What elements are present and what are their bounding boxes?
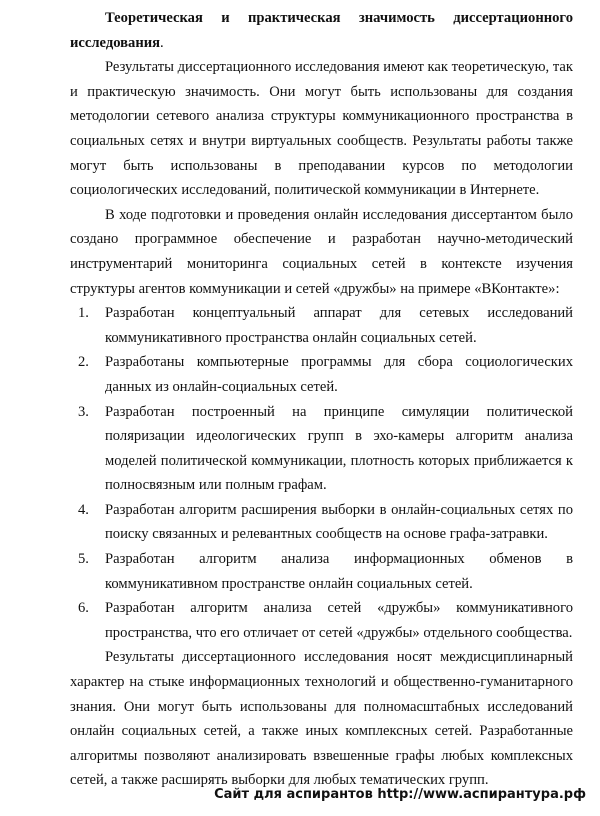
paragraph-software: В ходе подготовки и проведения онлайн исследования диссертантом было создано программное обеспечение и разработан научно-методический инструментарий мониторинга социальных сетей в контексте изучения структуры агентов коммуникации и сетей «дружбы» на примере «ВКонтакте»: bbox=[70, 206, 573, 297]
list-item bbox=[70, 596, 573, 645]
list-item-text: Разработаны компьютерные программы для сбора социологических данных из онлайн-социальных сетей. bbox=[105, 354, 573, 395]
list-item bbox=[70, 547, 573, 596]
list-item-number: 2. bbox=[78, 354, 89, 371]
list-item-number: 4. bbox=[78, 501, 89, 518]
list-item-text: Разработан алгоритм анализа информационных обменов в коммуникативном пространстве онлайн социальных сетей. bbox=[105, 551, 573, 592]
section-heading-bold: Теоретическая и практическая значимость диссертационного исследования bbox=[70, 10, 573, 51]
paragraph-significance: Результаты диссертационного исследования имеют как теоретическую, так и практическую значимость. Они могут быть использованы для создания методологии сетевого анализа структуры коммуникационного пространства в социальных сетях и внутри виртуальных сообществ. Результаты работы также могут быть использованы в преподавании курсов по методологии социологических исследований, политической коммуникации в Интернете. bbox=[70, 59, 573, 199]
section-heading bbox=[70, 6, 573, 55]
list-item-number: 3. bbox=[78, 403, 89, 420]
site-footer: Сайт для аспирантов http://www.аспирантура.рф bbox=[214, 787, 586, 802]
list-item-text: Разработан концептуальный аппарат для сетевых исследований коммуникативного пространства онлайн социальных сетей. bbox=[105, 305, 573, 346]
list-item-text: Разработан алгоритм расширения выборки в онлайн-социальных сетях по поиску связанных и релевантных сообществ на основе графа-затравки. bbox=[105, 501, 573, 543]
list-item bbox=[70, 301, 573, 350]
section-heading-tail: . bbox=[160, 34, 164, 51]
paragraph-interdisciplinary: Результаты диссертационного исследования носят междисциплинарный характер на стыке информационных технологий и общественно-гуманитарного знания. Они могут быть использованы для полномасштабных исследований онлайн социальных сетей, а также иных комплексных сетей. Разработанные алгоритмы позволяют анализировать взвешенные графы любых комплексных сетей, а также расширять выборки для любых тематических групп. bbox=[70, 649, 573, 789]
list-item bbox=[70, 498, 573, 547]
list-item-number: 1. bbox=[78, 305, 89, 322]
list-item-number: 5. bbox=[78, 551, 89, 568]
document-page bbox=[70, 6, 573, 793]
list-item bbox=[70, 400, 573, 498]
list-item-text: Разработан алгоритм анализа сетей «дружбы» коммуникативного пространства, что его отличает от сетей «дружбы» отдельного сообщества. bbox=[105, 600, 573, 641]
list-item-number: 6. bbox=[78, 600, 89, 617]
results-list bbox=[70, 301, 573, 645]
list-item-text: Разработан построенный на принципе симуляции политической поляризации идеологических групп в эхо-камеры алгоритм анализа моделей политической коммуникации, плотность которых приближается к полносвязным или полным графам. bbox=[105, 403, 573, 494]
list-item bbox=[70, 350, 573, 399]
